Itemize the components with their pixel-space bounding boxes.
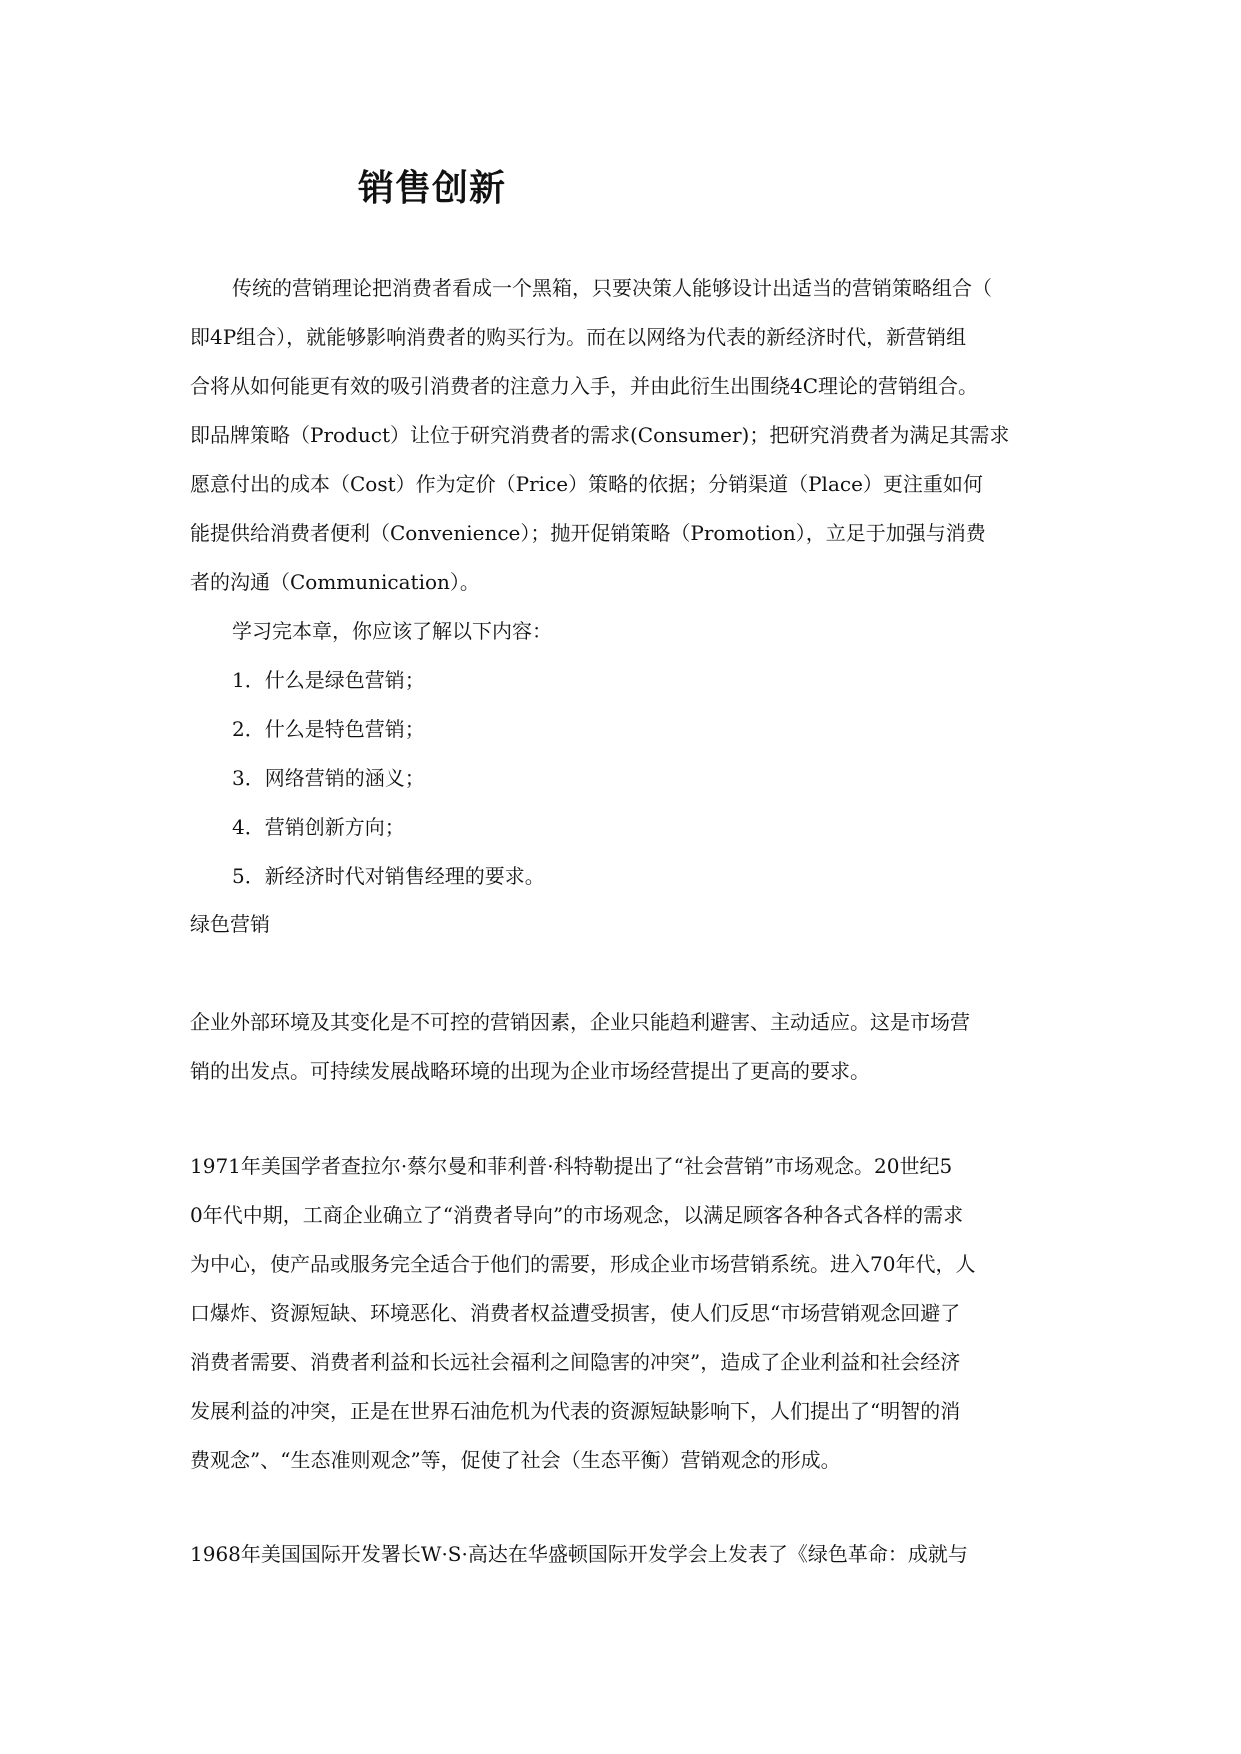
paragraph-line: 1971年美国学者查拉尔·蔡尔曼和菲利普·科特勒提出了“社会营销”市场观念。20世纪5 — [190, 1154, 953, 1178]
intro-line: 能提供给消费者便利（Convenience）；抛开促销策略（Promotion），立足于加强与消费 — [190, 521, 986, 545]
study-prompt: 学习完本章，你应该了解以下内容： — [232, 619, 552, 643]
paragraph-line: 销的出发点。可持续发展战略环境的出现为企业市场经营提出了更高的要求。 — [190, 1059, 870, 1083]
intro-line: 即品牌策略（Product）让位于研究消费者的需求(Consumer)；把研究消费者为满足其需求 — [190, 423, 1010, 447]
paragraph-line: 1968年美国国际开发署长W·S·高达在华盛顿国际开发学会上发表了《绿色革命：成就与 — [190, 1542, 968, 1566]
page-title: 销售创新 — [358, 168, 507, 209]
section-heading-block — [190, 900, 1060, 949]
paragraph-line: 0年代中期，工商企业确立了“消费者导向”的市场观念，以满足顾客各种各式各样的需求 — [190, 1203, 964, 1227]
intro-paragraph — [190, 264, 1060, 901]
intro-line: 合将从如何能更有效的吸引消费者的注意力入手，并由此衍生出围绕4C理论的营销组合。 — [190, 374, 979, 398]
social-marketing-paragraph — [190, 1142, 1060, 1485]
paragraph-line: 费观念”、“生态准则观念”等，促使了社会（生态平衡）营销观念的形成。 — [190, 1448, 841, 1472]
paragraph-line: 企业外部环境及其变化是不可控的营销因素，企业只能趋利避害、主动适应。这是市场营 — [190, 1010, 970, 1034]
list-item: 1．什么是绿色营销； — [232, 668, 425, 692]
environment-paragraph — [190, 998, 1060, 1096]
section-heading: 绿色营销 — [190, 912, 270, 936]
paragraph-line: 发展利益的冲突，正是在世界石油危机为代表的资源短缺影响下，人们提出了“明智的消 — [190, 1399, 961, 1423]
green-revolution-paragraph — [190, 1530, 1060, 1579]
paragraph-line: 消费者需要、消费者利益和长远社会福利之间隐害的冲突”，造成了企业利益和社会经济 — [190, 1350, 961, 1374]
list-item: 5．新经济时代对销售经理的要求。 — [232, 864, 545, 888]
intro-line: 者的沟通（Communication）。 — [190, 570, 480, 594]
intro-line: 即4P组合），就能够影响消费者的购买行为。而在以网络为代表的新经济时代，新营销组 — [190, 325, 967, 349]
paragraph-line: 为中心，使产品或服务完全适合于他们的需要，形成企业市场营销系统。进入70年代，人 — [190, 1252, 976, 1276]
list-item: 3．网络营销的涵义； — [232, 766, 425, 790]
paragraph-line: 口爆炸、资源短缺、环境恶化、消费者权益遭受损害，使人们反思“市场营销观念回避了 — [190, 1301, 961, 1325]
list-item: 4．营销创新方向； — [232, 815, 405, 839]
intro-line: 传统的营销理论把消费者看成一个黑箱，只要决策人能够设计出适当的营销策略组合（ — [232, 276, 992, 300]
intro-line: 愿意付出的成本（Cost）作为定价（Price）策略的依据；分销渠道（Place）更注重如何 — [190, 472, 983, 496]
list-item: 2．什么是特色营销； — [232, 717, 425, 741]
